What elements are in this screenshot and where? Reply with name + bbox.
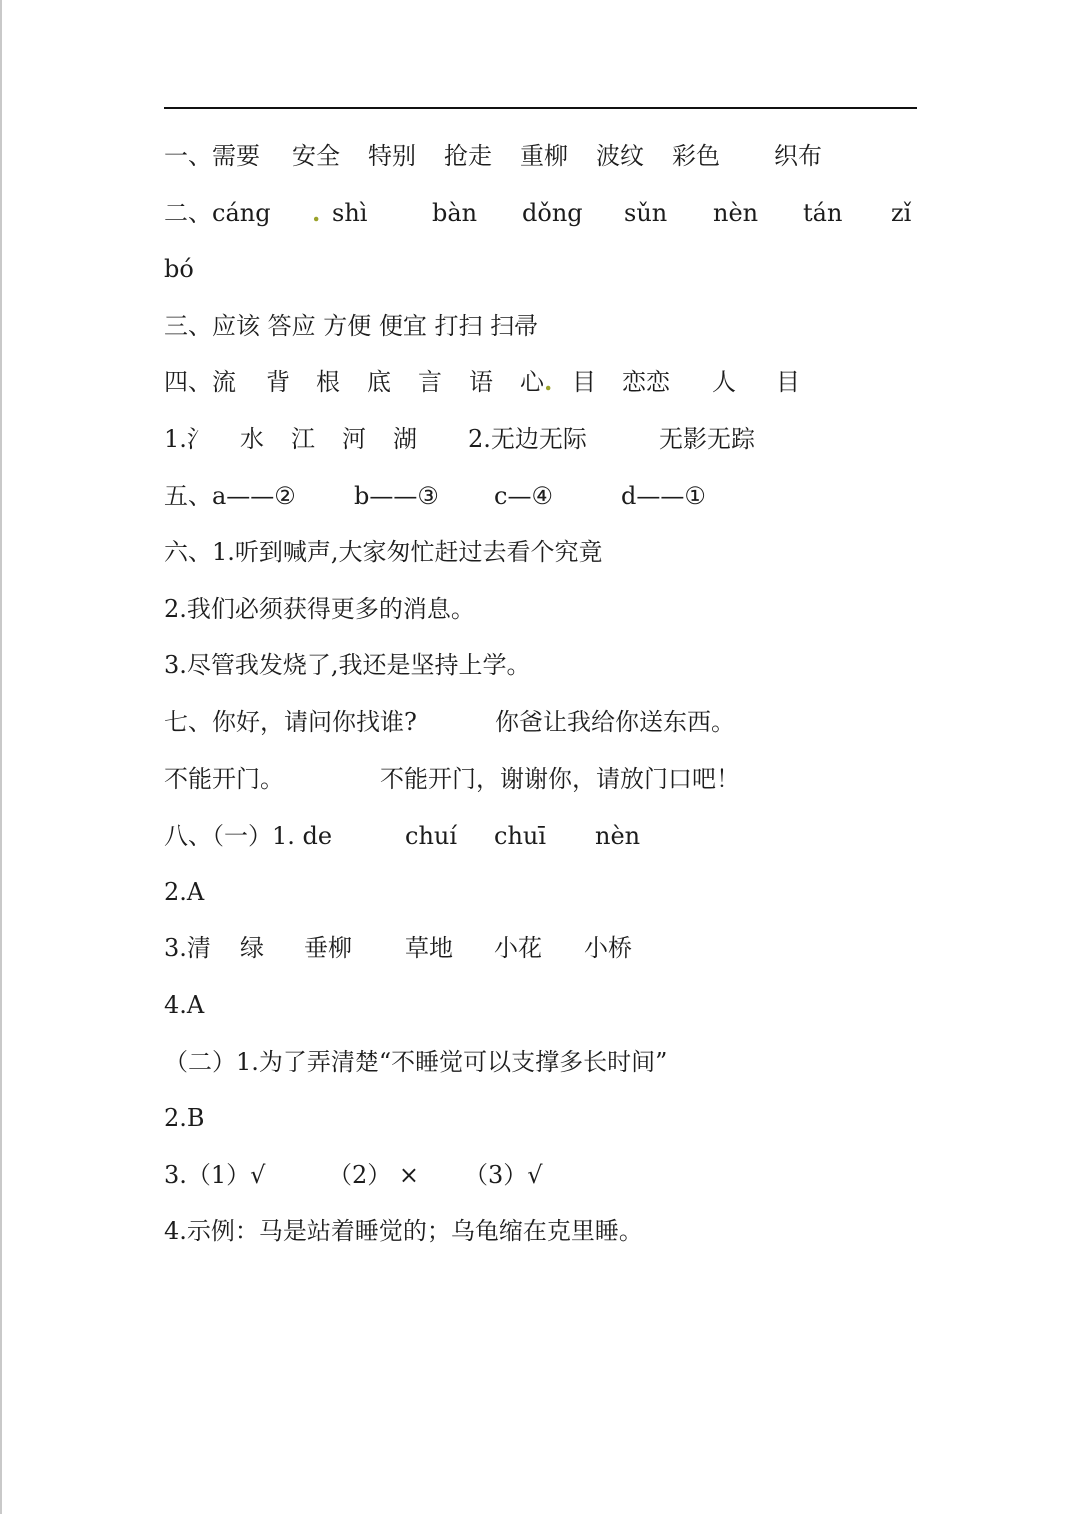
answer-char: 言 <box>418 368 442 396</box>
answer-line-16: 4.A <box>164 991 205 1019</box>
page-left-edge <box>0 0 2 1514</box>
answer-char: 河 <box>342 425 366 453</box>
dialogue-answer: 七、你好，请问你找谁? <box>164 708 417 736</box>
answer-line-10: 3.尽管我发烧了,我还是坚持上学。 <box>164 651 531 679</box>
section-8-label: 八、（一）1. de <box>164 822 333 850</box>
pinyin-answer: dǒng <box>522 199 583 227</box>
answer-word: 小桥 <box>584 934 632 962</box>
answer-line-4: 三、应该 答应 方便 便宜 打扫 扫帚 <box>164 312 539 340</box>
answer-idiom: 无影无踪 <box>659 425 755 453</box>
answer-word: 小花 <box>494 934 542 962</box>
pinyin-answer: nèn <box>595 822 641 850</box>
judge-answer: （2） × <box>328 1161 420 1189</box>
dialogue-answer: 不能开门，谢谢你，请放门口吧！ <box>380 765 740 793</box>
answer-word: 波纹 <box>596 142 644 170</box>
answer-word: 织布 <box>774 142 822 170</box>
item-label: 1.氵 <box>164 425 211 453</box>
answer-word: 重柳 <box>520 142 568 170</box>
pinyin-answer: shì <box>332 199 368 227</box>
answer-word: 彩色 <box>672 142 720 170</box>
section-1-label: 一、需要 <box>164 142 260 170</box>
pinyin-answer: tán <box>803 199 843 227</box>
answer-char: 人 <box>712 368 736 396</box>
answer-word: 绿 <box>240 934 264 962</box>
answer-char: 心 <box>520 368 544 396</box>
answer-idiom: 2.无边无际 <box>468 425 587 453</box>
answer-char: 底 <box>367 368 391 396</box>
answer-word: 草地 <box>405 934 453 962</box>
dialogue-answer: 你爸让我给你送东西。 <box>495 708 735 736</box>
answer-word: 恋恋 <box>622 368 670 396</box>
answer-line-18: 2.B <box>164 1104 205 1132</box>
pinyin-answer: chuī <box>494 822 547 850</box>
judge-answer: （3）√ <box>464 1161 543 1189</box>
pinyin-answer: chuí <box>405 822 458 850</box>
answer-char: 背 <box>266 368 290 396</box>
judge-answer: 3.（1）√ <box>164 1161 266 1189</box>
section-4-label: 四、流 <box>164 368 236 396</box>
dialogue-answer: 不能开门。 <box>164 765 284 793</box>
section-2-label: 二、cáng <box>164 199 271 227</box>
match-answer: b——③ <box>354 482 439 510</box>
match-answer: c—④ <box>494 482 553 510</box>
match-answer: 五、a——② <box>164 482 296 510</box>
answer-line-9: 2.我们必须获得更多的消息。 <box>164 595 475 623</box>
pinyin-answer: nèn <box>713 199 759 227</box>
answer-char: 湖 <box>393 425 417 453</box>
answer-word: 抢走 <box>444 142 492 170</box>
item-label: 3.清 <box>164 934 211 962</box>
header-rule <box>164 107 917 109</box>
match-answer: d——① <box>621 482 706 510</box>
answer-line-20: 4.示例：马是站着睡觉的；乌龟缩在克里睡。 <box>164 1217 643 1245</box>
answer-char: 江 <box>291 425 315 453</box>
answer-word: 特别 <box>368 142 416 170</box>
answer-char: 语 <box>469 368 493 396</box>
pinyin-answer: bàn <box>432 199 478 227</box>
answer-char: 目 <box>572 368 596 396</box>
answer-char: 水 <box>240 425 264 453</box>
stray-dot-mark: . <box>312 198 321 227</box>
answer-line-17: （二）1.为了弄清楚“不睡觉可以支撑多长时间” <box>164 1048 668 1076</box>
answer-char: 根 <box>316 368 340 396</box>
pinyin-answer: zǐ <box>891 199 912 227</box>
answer-char: 目 <box>776 368 800 396</box>
pinyin-answer: sǔn <box>624 199 668 227</box>
stray-dot-mark: . <box>544 367 553 396</box>
answer-line-14: 2.A <box>164 878 205 906</box>
answer-line-3: bó <box>164 255 194 283</box>
answer-word: 垂柳 <box>304 934 352 962</box>
answer-word: 安全 <box>292 142 340 170</box>
answer-line-8: 六、1.听到喊声,大家匆忙赶过去看个究竟 <box>164 538 603 566</box>
